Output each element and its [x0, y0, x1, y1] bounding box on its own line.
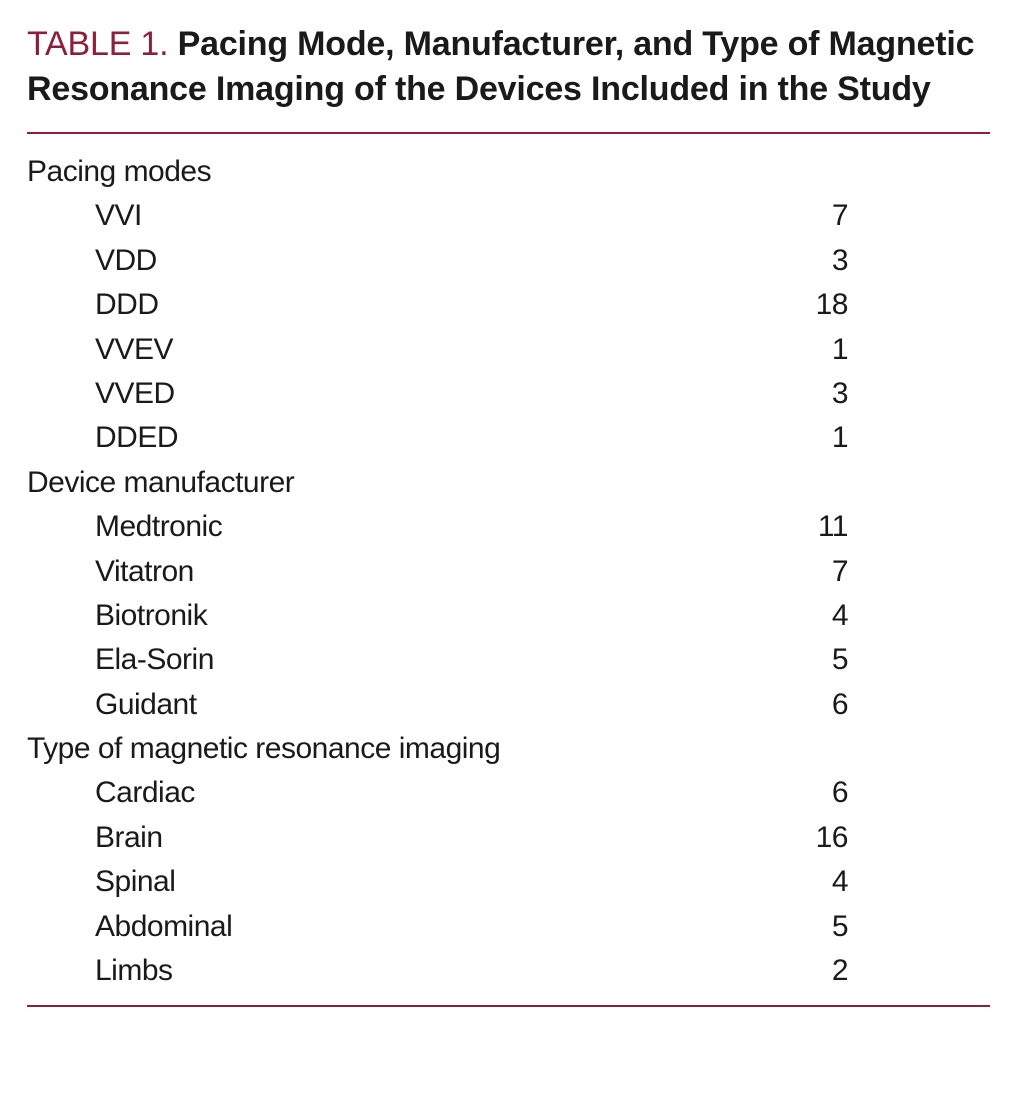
table-row: [27, 372, 991, 416]
row-value: 3: [831, 243, 848, 277]
table-row: [27, 638, 991, 682]
row-label: Biotronik: [95, 598, 208, 632]
table-label: TABLE 1.: [27, 25, 169, 63]
row-label: Medtronic: [95, 510, 223, 544]
row-label: DDD: [95, 288, 159, 322]
section-heading-mri-type: Type of magnetic resonance imaging: [27, 732, 501, 766]
table-title: [27, 22, 991, 112]
row-value: 7: [831, 199, 848, 233]
row-label: Brain: [95, 820, 163, 854]
table-caption: Pacing Mode, Manufacturer, and Type of Magnetic Resonance Imaging of the Devices Included in the Study: [27, 25, 975, 108]
row-label: Vitatron: [95, 554, 194, 588]
table-row: [27, 949, 991, 993]
row-value: 5: [831, 643, 848, 677]
table-row: [27, 550, 991, 594]
table-row: [27, 505, 991, 549]
row-label: Ela-Sorin: [95, 643, 214, 677]
table-row: [27, 905, 991, 949]
table-row: [27, 860, 991, 904]
bottom-rule: [27, 1005, 990, 1007]
row-value: 7: [831, 554, 848, 588]
table-figure: [27, 22, 991, 1007]
row-value: 16: [815, 820, 848, 854]
row-value: 11: [817, 510, 848, 544]
table-row: [27, 239, 991, 283]
table-row: [27, 816, 991, 860]
row-label: VDD: [95, 243, 157, 277]
row-label: VVED: [95, 376, 175, 410]
row-value: 6: [831, 776, 848, 810]
table-row: [27, 683, 991, 727]
row-label: DDED: [95, 421, 179, 455]
row-value: 18: [815, 288, 848, 322]
table-row: [27, 416, 991, 460]
table-row: [27, 194, 991, 238]
row-label: VVEV: [95, 332, 174, 366]
section-heading-pacing-modes: Pacing modes: [27, 155, 212, 188]
row-value: 5: [831, 909, 848, 943]
row-value: 3: [831, 376, 848, 410]
table-row: [27, 328, 991, 372]
row-label: VVI: [95, 199, 142, 233]
row-value: 4: [831, 865, 848, 899]
table-row: [27, 594, 991, 638]
table-row: [27, 283, 991, 327]
row-label: Guidant: [95, 687, 197, 721]
top-rule: [27, 132, 990, 134]
row-value: 2: [831, 954, 848, 988]
row-value: 6: [831, 687, 848, 721]
data-table: [27, 150, 991, 993]
row-value: 1: [831, 332, 848, 366]
row-label: Cardiac: [95, 776, 195, 810]
row-value: 1: [831, 421, 848, 455]
row-value: 4: [831, 598, 848, 632]
row-label: Spinal: [95, 865, 176, 899]
section-heading-device-manufacturer: Device manufacturer: [27, 465, 295, 499]
table-row: [27, 771, 991, 815]
row-label: Limbs: [95, 954, 173, 988]
row-label: Abdominal: [95, 909, 233, 943]
